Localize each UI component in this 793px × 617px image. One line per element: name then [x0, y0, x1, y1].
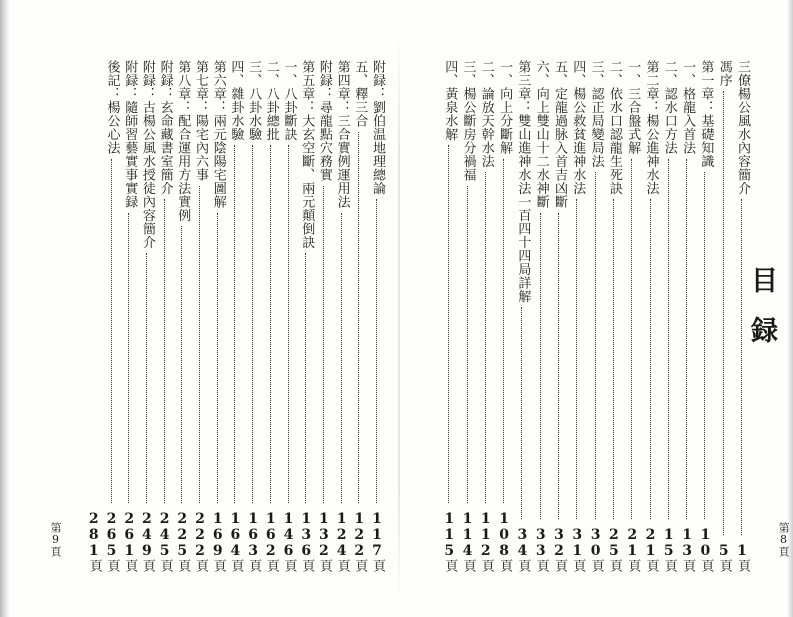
toc-entry-title: 四、黃泉水解	[442, 60, 458, 141]
toc-entry	[120, 60, 138, 572]
toc-page-number: 122	[351, 511, 368, 559]
toc-entry-page	[315, 511, 333, 572]
toc-page-suffix: 頁	[246, 559, 262, 572]
toc-page-number: 146	[280, 511, 297, 559]
toc-page-number: 15	[660, 527, 677, 559]
toc-page-suffix: 頁	[175, 559, 191, 572]
toc-entry-title: 四、雜卦水驗	[228, 60, 244, 141]
toc-leader-dots	[234, 145, 235, 503]
toc-page-number: 261	[121, 511, 138, 559]
toc-leader-dots	[217, 213, 218, 504]
toc-entry	[85, 60, 103, 572]
toc-page-number: 162	[262, 511, 279, 559]
toc-page-number: 25	[605, 527, 622, 559]
toc-page-number: 1	[734, 543, 750, 559]
toc-entry-title: 二、八卦總批	[263, 60, 279, 141]
toc-leader-dots	[723, 91, 724, 535]
toc-entry-title: 一、格龍入首法	[680, 60, 696, 155]
toc-leader-dots	[686, 159, 687, 520]
toc-entry-page	[138, 511, 156, 572]
toc-leader-dots	[146, 253, 147, 503]
toc-page-suffix: 頁	[643, 559, 659, 572]
toc-page-number: 32	[551, 527, 567, 559]
toc-entry	[138, 60, 156, 572]
toc-entry-title: 三、認正局變局法	[588, 60, 604, 168]
toc-entry	[173, 60, 191, 572]
toc-entry-page	[605, 527, 623, 572]
toc-page-number: 136	[298, 511, 315, 559]
toc-entry	[477, 60, 495, 572]
toc-page-suffix: 頁	[570, 559, 586, 572]
toc-page-number: 5	[715, 543, 732, 559]
toc-entry	[678, 60, 696, 572]
toc-page-suffix: 頁	[139, 559, 155, 572]
toc-entry	[350, 60, 368, 572]
toc-page-suffix: 頁	[334, 559, 350, 572]
toc-entry-title: 第八章：配合運用方法實例	[175, 60, 191, 222]
toc-page-suffix: 頁	[460, 559, 476, 572]
right-page	[400, 0, 793, 617]
toc-leader-dots	[521, 307, 522, 519]
toc-page-number: 265	[103, 511, 120, 559]
toc-leader-dots	[111, 159, 112, 504]
toc-entry-page	[156, 511, 174, 572]
toc-leader-dots	[252, 145, 253, 503]
toc-entry	[103, 60, 121, 572]
page-folio-left: 第9頁	[49, 522, 62, 557]
toc-leader-dots	[485, 172, 486, 503]
toc-entry-title: 五、定龍過脉入首吉凶斷	[552, 60, 567, 209]
toc-page-number: 124	[333, 511, 350, 559]
toc-entry-title: 二、論放天幹水法	[478, 60, 494, 168]
toc-leader-dots	[305, 253, 306, 503]
toc-page-number: 281	[85, 511, 102, 559]
toc-entry	[315, 60, 333, 572]
toc-leader-dots	[540, 213, 541, 520]
toc-leader-dots	[376, 199, 377, 503]
toc-entry-title: 後記：楊公心法	[104, 60, 120, 155]
toc-entry-title: 附録：劉伯温地理總論	[370, 60, 385, 195]
toc-entry-page	[696, 527, 714, 572]
toc-entry-page	[459, 511, 477, 572]
toc-entry-title: 二、認水口方法	[661, 60, 677, 155]
toc-entry	[587, 60, 605, 572]
toc-entry-title: 一、向上分斷解	[497, 60, 513, 155]
toc-entry	[244, 60, 262, 572]
toc-entry	[209, 60, 227, 572]
toc-entry-title: 第四章：三合實例運用法	[334, 60, 350, 209]
toc-entry-title: 一、三合盤式解	[625, 60, 641, 155]
toc-leader-dots	[576, 199, 577, 519]
toc-entry-page	[244, 511, 262, 572]
toc-page-suffix: 頁	[735, 559, 750, 572]
toc-leader-dots	[650, 199, 651, 519]
toc-entry	[532, 60, 550, 572]
toc-entry-page	[226, 511, 244, 572]
toc-entry-page	[209, 511, 227, 572]
toc-entry	[440, 60, 458, 572]
toc-page-suffix: 頁	[352, 559, 368, 572]
toc-entry	[733, 60, 751, 572]
toc-entry-title: 六、向上雙山十二水神斷	[533, 60, 549, 209]
toc-page-number: 164	[227, 511, 244, 559]
toc-leader-dots	[323, 186, 324, 504]
toc-entry-page	[120, 511, 138, 572]
toc-entry	[513, 60, 531, 572]
toc-entry-page	[623, 527, 641, 572]
toc-entry-page	[678, 527, 696, 572]
toc-page-number: 225	[174, 511, 191, 559]
toc-entry-page	[477, 511, 495, 572]
title-char-2: 録	[751, 316, 778, 347]
toc-page-suffix: 頁	[588, 559, 604, 572]
toc-entry	[642, 60, 660, 572]
toc-entry	[191, 60, 209, 572]
toc-page-suffix: 頁	[497, 559, 513, 572]
toc-entry-page	[733, 543, 751, 572]
toc-leader-dots	[668, 159, 669, 520]
toc-entry-page	[587, 527, 605, 572]
toc-entry-title: 第六章：兩元陰陽宅圖解	[210, 60, 226, 209]
toc-entry	[280, 60, 298, 572]
toc-page-number: 115	[441, 511, 458, 559]
toc-page-number: 10	[697, 527, 714, 559]
toc-entry-page	[103, 511, 121, 572]
toc-leader-dots	[467, 186, 468, 504]
toc-entry-title: 第三章：雙山進神水法一百四十四局詳解	[515, 60, 531, 303]
toc-entry-page	[280, 511, 298, 572]
toc-leader-dots	[631, 159, 632, 520]
toc-entry-page	[191, 511, 209, 572]
toc-entry-title: 第二章：楊公進神水法	[643, 60, 659, 195]
toc-page-suffix: 頁	[442, 559, 458, 572]
toc-page-suffix: 頁	[299, 559, 315, 572]
toc-leader-dots	[358, 132, 359, 504]
toc-entry-title: 附録：隨師習藝實事實録	[122, 60, 138, 209]
toc-entry-page	[660, 527, 678, 572]
toc-page-suffix: 頁	[157, 559, 173, 572]
toc-entry	[297, 60, 315, 572]
toc-entry-title: 三、八卦水驗	[246, 60, 262, 141]
toc-entry-page	[85, 511, 103, 572]
toc-entry	[459, 60, 477, 572]
toc-page-suffix: 頁	[625, 559, 641, 572]
toc-entry-title: 附録：尋龍點穴務實	[316, 60, 332, 182]
toc-entry-title: 一、八卦斷訣	[281, 60, 297, 141]
toc-entry-page	[368, 511, 386, 572]
toc-entry-title: 五、釋三合	[352, 60, 368, 128]
toc-page-number: 117	[369, 511, 385, 559]
toc-entry-title: 附録：玄命藏書室簡介	[157, 60, 173, 195]
toc-entry-page	[532, 527, 550, 572]
page-folio-right: 第8頁	[777, 522, 790, 557]
toc-leader-dots	[448, 145, 449, 503]
toc-entry-page	[333, 511, 351, 572]
toc-entry-title: 四、楊公救貧進神水法	[570, 60, 586, 195]
toc-page-number: 222	[192, 511, 208, 559]
toc-entry-page	[550, 527, 568, 572]
toc-entry	[696, 60, 714, 572]
toc-entry-title: 附録：古楊公風水授徒內容簡介	[139, 60, 155, 249]
toc-page-number: 163	[245, 511, 262, 559]
toc-leader-dots	[199, 186, 200, 504]
toc-page-suffix: 頁	[210, 559, 226, 572]
toc-leader-dots	[503, 159, 504, 504]
toc-entry	[156, 60, 174, 572]
toc-page-suffix: 頁	[478, 559, 494, 572]
toc-entry-title: 三僚楊公風水內容簡介	[735, 60, 750, 195]
toc-page-suffix: 頁	[193, 559, 208, 572]
toc-leader-dots	[558, 213, 559, 520]
toc-entry-page	[297, 511, 315, 572]
toc-entry	[333, 60, 351, 572]
toc-page-number: 108	[496, 511, 513, 559]
toc-page-suffix: 頁	[533, 559, 549, 572]
toc-leader-dots	[595, 172, 596, 519]
toc-leader-dots	[613, 199, 614, 519]
toc-page-number: 13	[679, 527, 696, 559]
toc-page-suffix: 頁	[316, 559, 332, 572]
toc-entry	[550, 60, 568, 572]
toc-entry-page	[262, 511, 280, 572]
toc-entry	[605, 60, 623, 572]
toc-page-suffix: 頁	[661, 559, 677, 572]
toc-leader-dots	[270, 145, 271, 503]
toc-page-suffix: 頁	[698, 559, 714, 572]
toc-entry-page	[568, 527, 586, 572]
toc-leader-dots	[288, 145, 289, 503]
toc-entry	[262, 60, 280, 572]
toc-entry	[623, 60, 641, 572]
toc-page-number: 245	[156, 511, 173, 559]
toc-entry-title: 二、依水口認龍生死訣	[606, 60, 622, 195]
toc-entry-page	[715, 543, 733, 572]
toc-entry-title: 第一章：基礎知識	[698, 60, 714, 168]
toc-entry-title: 第七章：陽宅內六事	[193, 60, 208, 182]
toc-page-number: 21	[642, 527, 659, 559]
toc-page-suffix: 頁	[552, 559, 567, 572]
toc-leader-dots	[341, 213, 342, 504]
toc-entry	[226, 60, 244, 572]
title-char-1: 目	[751, 266, 778, 297]
toc-entry-title: 第五章：大玄空斷、兩元顛倒訣	[299, 60, 315, 249]
toc-entry	[715, 60, 733, 572]
toc-entry-title: 馮序	[716, 60, 732, 87]
toc-leader-dots	[741, 199, 742, 535]
toc-page-suffix: 頁	[86, 559, 102, 572]
toc-leader-dots	[164, 199, 165, 503]
toc-page-suffix: 頁	[680, 559, 696, 572]
toc-page-suffix: 頁	[716, 559, 732, 572]
toc-entry-page	[173, 511, 191, 572]
toc-page-suffix: 頁	[515, 559, 531, 572]
toc-entry	[660, 60, 678, 572]
toc-entry	[568, 60, 586, 572]
toc-entry-page	[440, 511, 458, 572]
toc-page-number: 249	[138, 511, 155, 559]
toc-entry-page	[513, 527, 531, 572]
toc-page-suffix: 頁	[263, 559, 279, 572]
toc-page-number: 114	[459, 511, 476, 559]
toc-page-number: 112	[477, 511, 494, 559]
toc-entry-title: 三、楊公斷房分禍福	[460, 60, 476, 182]
toc-page-suffix: 頁	[104, 559, 120, 572]
toc-entry-page	[495, 511, 513, 572]
toc-leader-dots	[704, 172, 705, 519]
toc-entry-page	[350, 511, 368, 572]
toc-page-suffix: 頁	[122, 559, 138, 572]
toc-page-suffix: 頁	[370, 559, 385, 572]
toc-page-number: 33	[532, 527, 549, 559]
toc-page-number: 30	[587, 527, 604, 559]
toc-entry-page	[642, 527, 660, 572]
toc-entry	[368, 60, 386, 572]
toc-page-number: 132	[315, 511, 332, 559]
toc-page-suffix: 頁	[606, 559, 622, 572]
toc-page-suffix: 頁	[228, 559, 244, 572]
toc-page-suffix: 頁	[281, 559, 297, 572]
toc-entry	[495, 60, 513, 572]
toc-page-number: 31	[569, 527, 586, 559]
toc-page-number: 21	[624, 527, 641, 559]
toc-page-number: 34	[514, 527, 531, 559]
toc-leader-dots	[128, 213, 129, 504]
toc-leader-dots	[181, 226, 182, 503]
toc-page-number: 169	[209, 511, 226, 559]
